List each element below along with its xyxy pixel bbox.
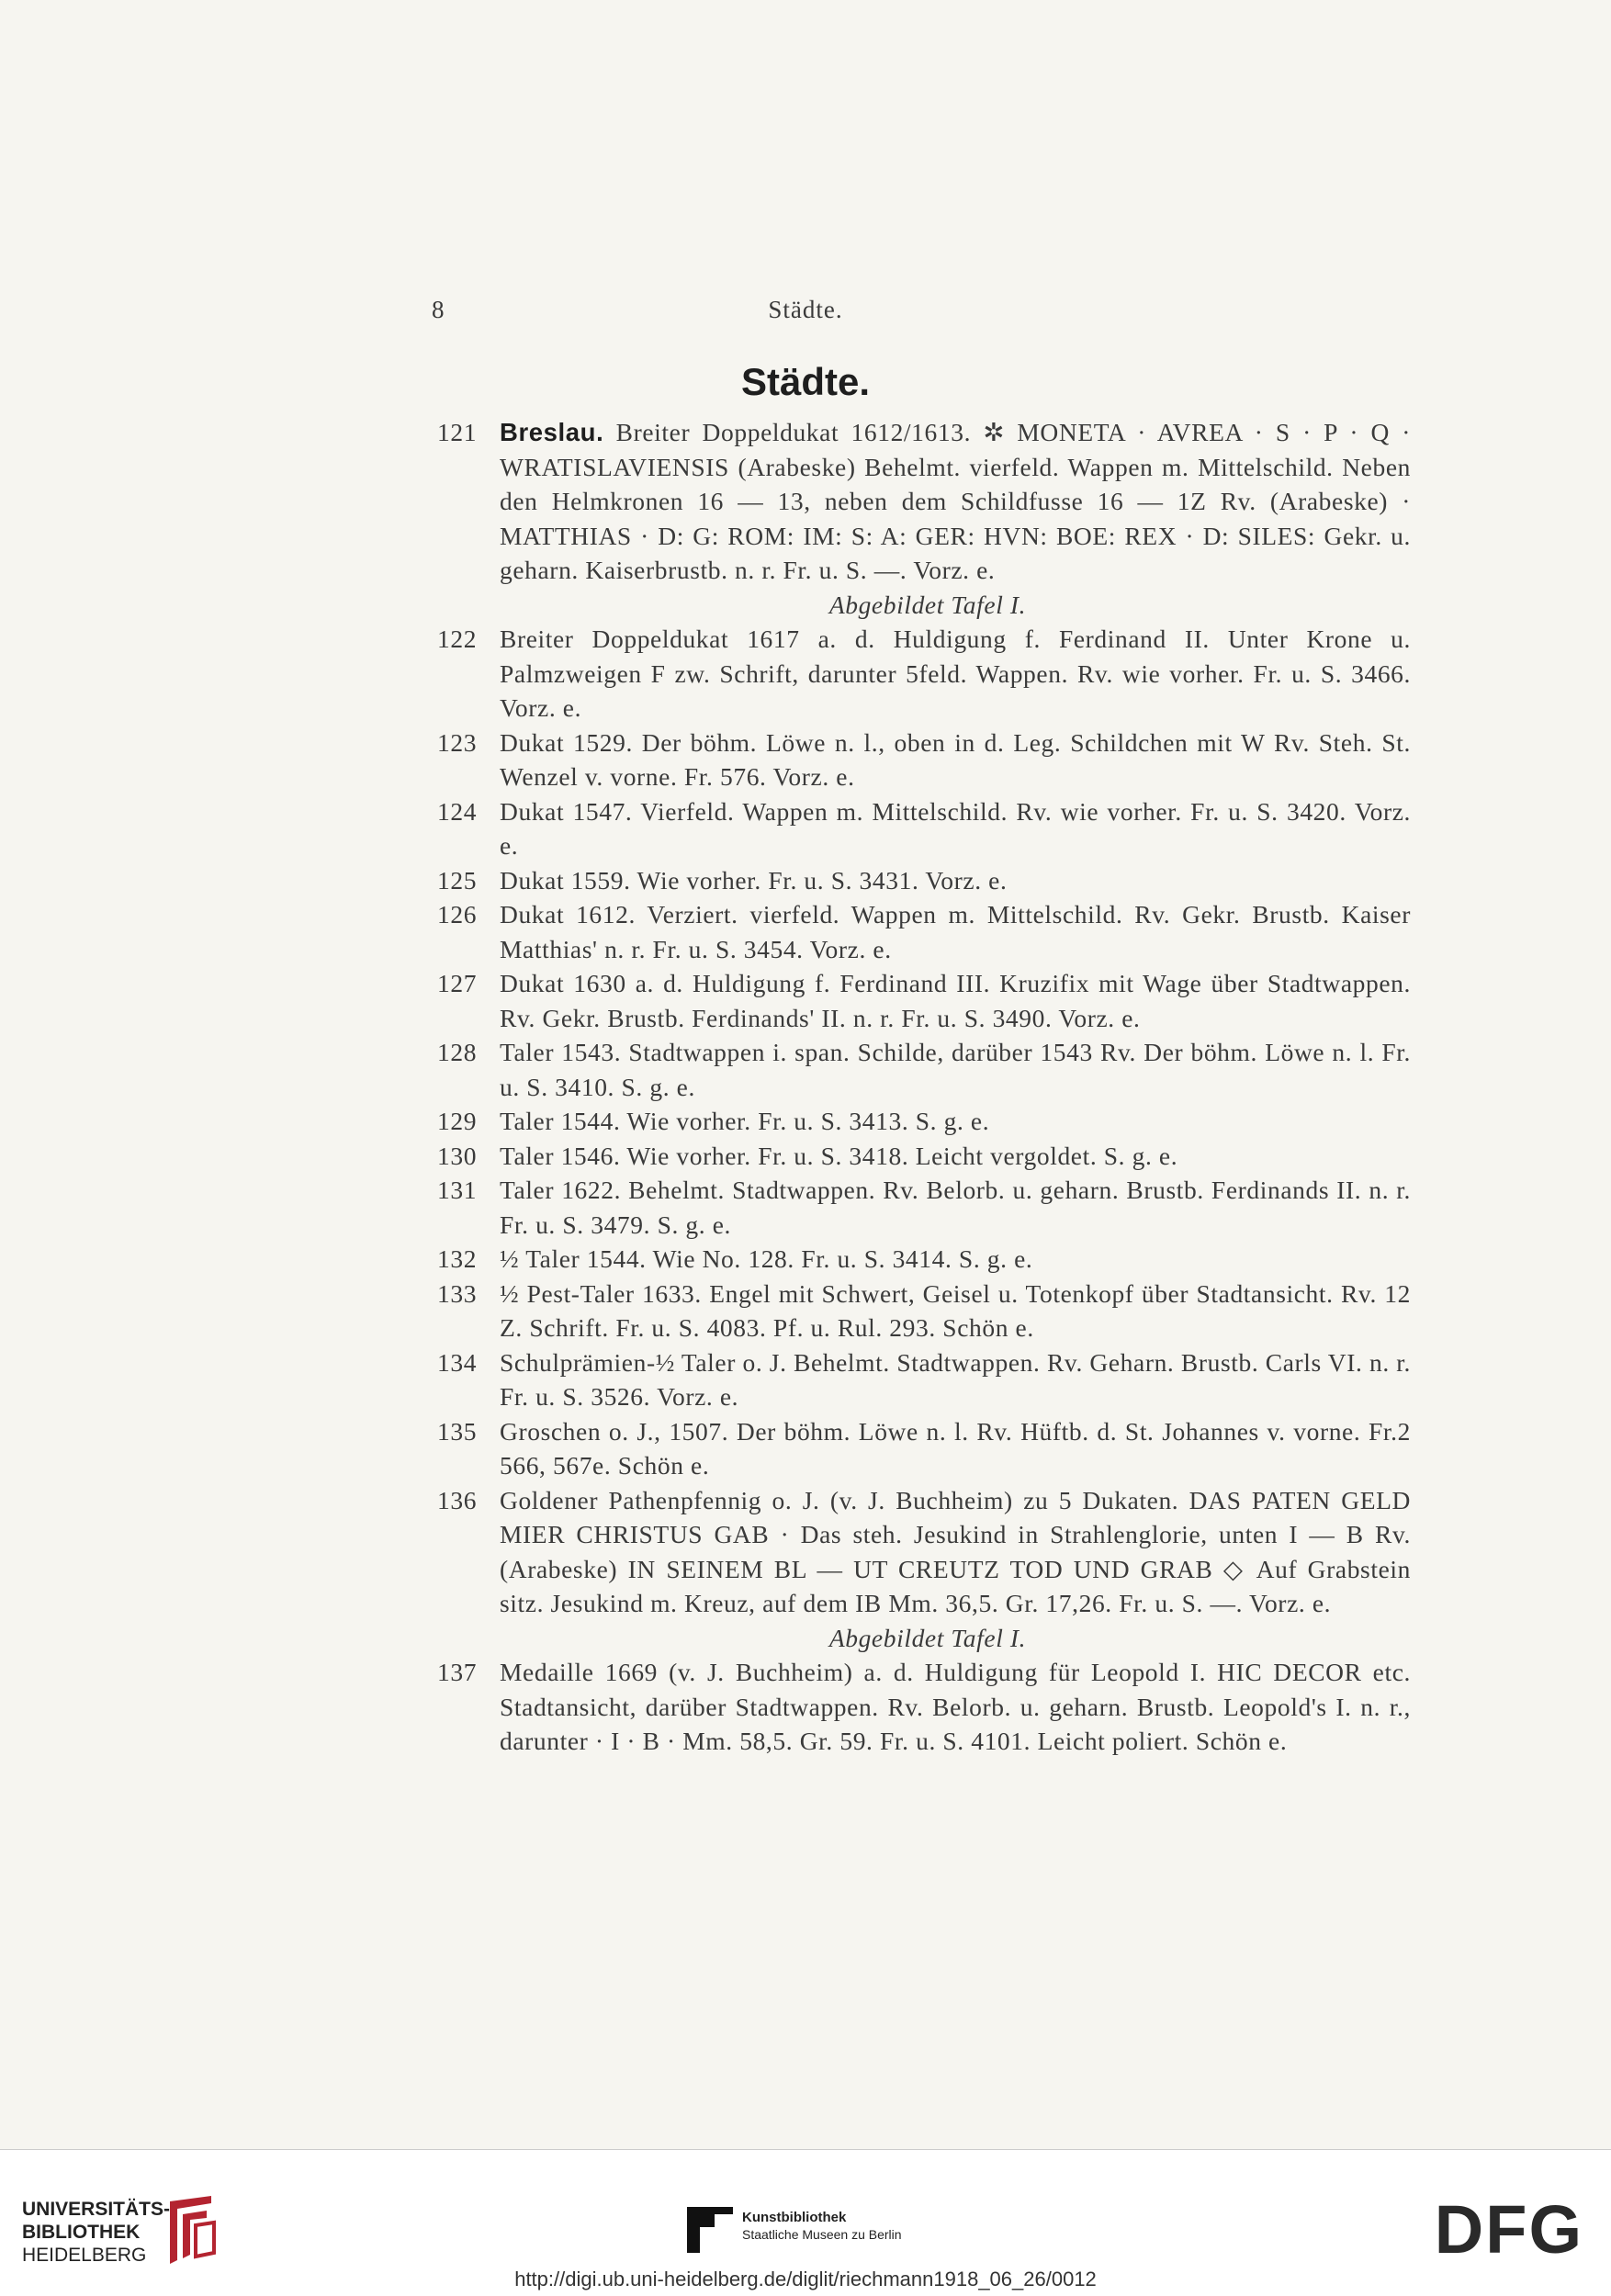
entry-text: Taler 1546. Wie vorher. Fr. u. S. 3418. Leicht vergoldet. S. g. e. (500, 1141, 1178, 1170)
catalogue-entry (437, 1277, 1411, 1345)
entry-plate-note: Abgebildet Tafel I. (828, 590, 1027, 619)
entry-text: Dukat 1612. Verziert. vierfeld. Wappen m. Mittelschild. Rv. Gekr. Brustb. Kaiser Matthias' n. r. Fr. u. S. 3454. Vorz. e. (500, 900, 1411, 963)
library-name-line1: UNIVERSITÄTS- (22, 2199, 171, 2220)
university-library-label (22, 2198, 170, 2267)
catalogue-entry (437, 1104, 1411, 1139)
catalogue-entry (437, 622, 1411, 726)
entry-text: Dukat 1529. Der böhm. Löwe n. l., oben in d. Leg. Schildchen mit W Rv. Steh. St. Wenzel v. vorne. Fr. 576. Vorz. e. (500, 727, 1411, 791)
entry-number: 133 (437, 1278, 478, 1308)
entry-number: 129 (437, 1107, 478, 1135)
entry-number: 132 (437, 1244, 478, 1273)
entry-city: Breslau. (500, 418, 604, 446)
entry-number: 131 (437, 1176, 478, 1204)
footer-bar (0, 2149, 1611, 2296)
entry-plate-note: Abgebildet Tafel I. (828, 1623, 1027, 1652)
dfg-logo: DFG (1434, 2191, 1583, 2268)
permalink-url[interactable]: http://digi.ub.uni-heidelberg.de/diglit/riechmann1918_06_26/0012 (514, 2268, 1097, 2290)
catalogue-entry (437, 1483, 1411, 1656)
entry-text: Goldener Pathenpfennig o. J. (v. J. Buchheim) zu 5 Dukaten. DAS PATEN GELD MIER CHRISTUS GAB · Das steh. Jesukind in Strahlenglorie, unten I — B Rv. (Arabeske) IN SEINEM BL — UT CREUTZ TOD UND GRAB ◇ Auf Grabstein sitz. Jesukind m. Kreuz, auf dem IB Mm. 36,5. Gr. 17,26. Fr. u. S. —. Vorz. e. (500, 1485, 1411, 1617)
catalogue-entry (437, 863, 1411, 898)
entry-text: Schulprämien-½ Taler o. J. Behelmt. Stadtwappen. Rv. Geharn. Brustb. Carls VI. n. r. Fr. u. S. 3526. Vorz. e. (500, 1347, 1411, 1411)
entry-text: Dukat 1630 a. d. Huldigung f. Ferdinand III. Kruzifix mit Wage über Stadtwappen. Rv. Gekr. Brustb. Ferdinands' II. n. r. Fr. u. S. 3490. Vorz. e. (500, 969, 1411, 1032)
running-title: Städte. (768, 296, 843, 323)
catalogue-entry (437, 1173, 1411, 1242)
entry-text: Groschen o. J., 1507. Der böhm. Löwe n. l. Rv. Hüftb. d. St. Johannes v. vorne. Fr. 566, 567e. Schön e. (500, 1416, 1398, 1480)
entry-number: 122 (437, 625, 478, 653)
entry-text: Breiter Doppeldukat 1612/1613. ✲ MONETA · AVREA · S · P · Q · WRATISLAVIENSIS (Arabeske) Behelmt. vierfeld. Wappen m. Mittelschild. Neben den Helmkronen 16 — 13, neben dem Schildfusse 16 — 1Z Rv. (Arabeske) · MATTHIAS · D: G: ROM: IM: S: A: GER: HVN: BOE: REX · D: SILES: Gekr. u. geharn. Kaiserbrustb. n. r. Fr. u. S. —. Vorz. e. (500, 418, 1411, 584)
catalogue-entry (437, 1414, 1411, 1483)
entry-text: Taler 1544. Wie vorher. Fr. u. S. 3413. S. g. e. (500, 1107, 990, 1135)
entry-number: 124 (437, 796, 478, 826)
entry-text: Medaille 1669 (v. J. Buchheim) a. d. Huldigung für Leopold I. HIC DECOR etc. Stadtansicht, darüber Stadtwappen. Rv. Belorb. u. geharn. Brustb. Leopold's I. n. r., darunter · I · B · Mm. 58,5. Gr. 59. Fr. u. S. 4101. Leicht poliert. Schön e. (500, 1658, 1411, 1755)
entry-text: Dukat 1547. Vierfeld. Wappen m. Mittelschild. Rv. wie vorher. Fr. u. S. 3420. Vorz. e. (500, 796, 1411, 860)
entry-number: 127 (437, 969, 478, 997)
running-head (0, 296, 1611, 332)
university-library-logo-icon (161, 2194, 225, 2268)
entry-number: 125 (437, 865, 478, 895)
entry-number: 128 (437, 1038, 478, 1066)
catalogue-entry (437, 415, 1411, 622)
catalogue-entries (437, 415, 1411, 1759)
catalogue-entry (437, 897, 1411, 966)
entry-margin-note: 2 (1397, 1416, 1411, 1446)
kunstbibliothek-subtitle: Staatliche Museen zu Berlin (742, 2227, 902, 2242)
kunstbibliothek-name: Kunstbibliothek (742, 2210, 847, 2225)
entry-text: Taler 1543. Stadtwappen i. span. Schilde, darüber 1543 Rv. Der böhm. Löwe n. l. Fr. u. S. 3410. S. g. e. (500, 1038, 1411, 1101)
catalogue-entry (437, 794, 1411, 863)
catalogue-entry (437, 1655, 1411, 1759)
catalogue-entry (437, 1035, 1411, 1104)
entry-text: ½ Pest-Taler 1633. Engel mit Schwert, Geisel u. Totenkopf über Stadtansicht. Rv. 12 Z. Schrift. Fr. u. S. 4083. Pf. u. Rul. 293. Schön e. (500, 1278, 1411, 1342)
catalogue-entry (437, 726, 1411, 794)
library-name-line3: HEIDELBERG (22, 2245, 147, 2266)
page-number: 8 (432, 296, 445, 323)
catalogue-entry (437, 1139, 1411, 1174)
entry-number: 126 (437, 900, 478, 929)
catalogue-entry (437, 966, 1411, 1035)
entry-number: 121 (437, 418, 478, 446)
entry-text: ½ Taler 1544. Wie No. 128. Fr. u. S. 3414. S. g. e. (500, 1244, 1033, 1273)
entry-text: Breiter Doppeldukat 1617 a. d. Huldigung f. Ferdinand II. Unter Krone u. Palmzweigen F zw. Schrift, darunter 5feld. Wappen. Rv. wie vorher. Fr. u. S. 3466. Vorz. e. (500, 625, 1411, 722)
entry-text: Dukat 1559. Wie vorher. Fr. u. S. 3431. Vorz. e. (500, 865, 1008, 895)
catalogue-entry (437, 1242, 1411, 1277)
entry-number: 134 (437, 1347, 478, 1377)
section-title: Städte. (740, 360, 871, 403)
entry-text: Taler 1622. Behelmt. Stadtwappen. Rv. Belorb. u. geharn. Brustb. Ferdinands II. n. r. Fr. u. S. 3479. S. g. e. (500, 1176, 1411, 1239)
entry-number: 135 (437, 1416, 478, 1446)
entry-number: 123 (437, 727, 478, 757)
library-name-line2: BIBLIOTHEK (22, 2222, 141, 2243)
kunstbibliothek-label (742, 2209, 902, 2244)
kunstbibliothek-logo-icon (687, 2207, 733, 2253)
catalogue-entry (437, 1345, 1411, 1414)
entry-number: 137 (437, 1658, 478, 1686)
entry-number: 130 (437, 1141, 478, 1170)
entry-number: 136 (437, 1485, 478, 1514)
